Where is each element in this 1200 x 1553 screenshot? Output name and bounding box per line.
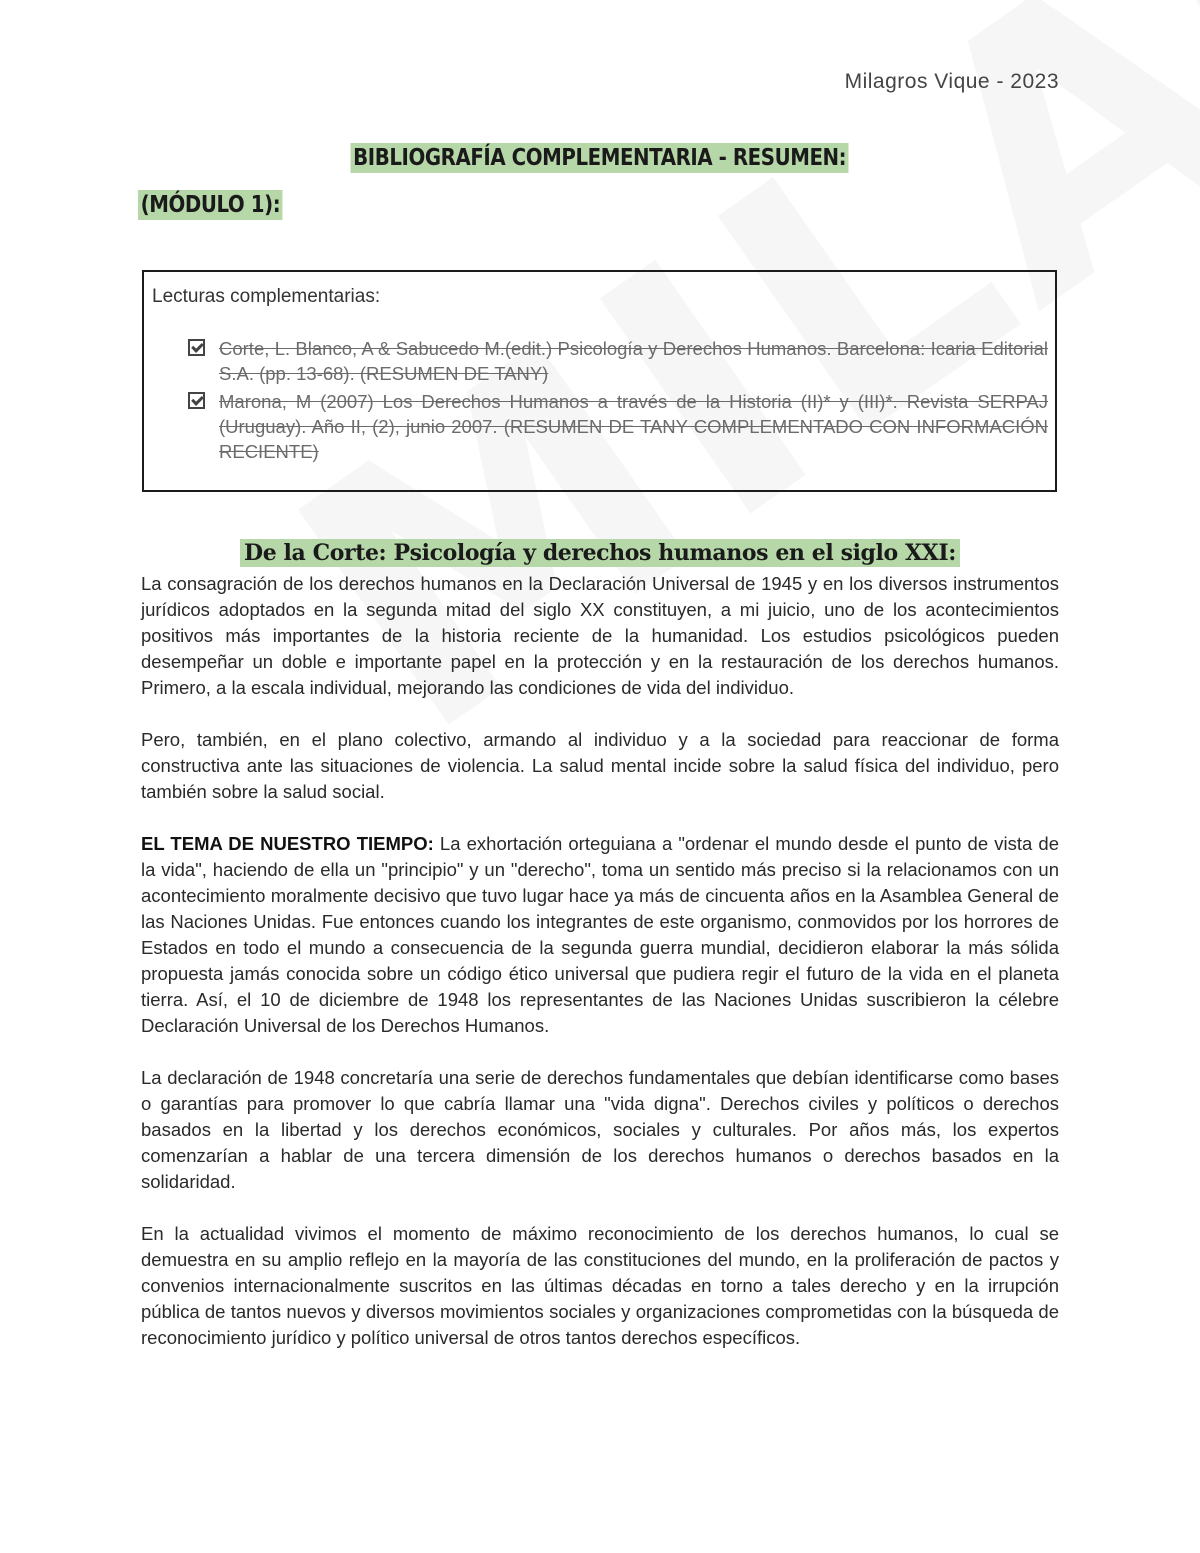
paragraph: La declaración de 1948 concretaría una serie de derechos fundamentales que debían identificarse como bases o garantías para promover lo que cabría llamar una "vida digna". Derechos civiles y políticos o derechos basados en la libertad y los derechos económicos, sociales y culturales. Por años más, los expertos comenzarían a hablar de una tercera dimensión de los derechos humanos o derechos basados en la solidaridad. <box>141 1067 1059 1192</box>
reading-item <box>188 336 1048 386</box>
readings-label: Lecturas complementarias: <box>152 286 381 307</box>
paragraph: La consagración de los derechos humanos en la Declaración Universal de 1945 y en los diversos instrumentos jurídicos adoptados en la segunda mitad del siglo XX constituyen, a mi juicio, uno de los acontecimientos positivos más importantes de la historia reciente de la humanidad. Los estudios psicológicos pueden desempeñar un doble e importante papel en la protección y en la restauración de los derechos humanos. Primero, a la escala individual, mejorando las condiciones de vida del individuo. <box>141 573 1059 698</box>
section-heading: De la Corte: Psicología y derechos humanos en el siglo XXI: <box>240 539 960 567</box>
readings-box <box>142 270 1057 492</box>
paragraph: En la actualidad vivimos el momento de máximo reconocimiento de los derechos humanos, lo cual se demuestra en su amplio reflejo en la mayoría de las constituciones del mundo, en la proliferación de pactos y convenios internacionalmente suscritos en las últimas décadas en torno a tales derecho y en la irrupción pública de tantos nuevos y diversos movimientos sociales y organizaciones comprometidas con la búsqueda de reconocimiento jurídico y político universal de otros tantos derechos específicos. <box>141 1223 1059 1348</box>
document-title: BIBLIOGRAFÍA COMPLEMENTARIA - RESUMEN: <box>351 143 849 173</box>
document-title-container <box>0 143 1200 173</box>
checked-box-icon[interactable] <box>188 339 205 356</box>
paragraph: Pero, también, en el plano colectivo, armando al individuo y a la sociedad para reaccionar de forma constructiva ante las situaciones de violencia. La salud mental incide sobre la salud física del individuo, pero también sobre la salud social. <box>141 729 1059 802</box>
module-title: (MÓDULO 1): <box>138 190 283 220</box>
reading-text: Corte, L. Blanco, A & Sabucedo M.(edit.) Psicología y Derechos Humanos. Barcelona: Icaria Editorial S.A. (pp. 13-68). (RESUMEN DE TANY) <box>219 338 1048 384</box>
reading-item <box>188 389 1048 464</box>
reading-text: Marona, M (2007) Los Derechos Humanos a través de la Historia (II)* y (III)*. Revista SERPAJ (Uruguay). Año II, (2), junio 2007. (RESUMEN DE TANY COMPLEMENTADO CON INFORMACIÓN RECIENTE) <box>219 391 1048 462</box>
paragraph-text: La exhortación orteguiana a "ordenar el mundo desde el punto de vista de la vida", haciendo de ella un "principio" y un "derecho", toma un sentido más preciso si la relacionamos con un acontecimiento moralmente decisivo que tuvo lugar hace ya más de cincuenta años en la Asamblea General de las Naciones Unidas. Fue entonces cuando los integrantes de este organismo, conmovidos por los horrores de Estados en todo el mundo a consecuencia de la segunda guerra mundial, decidieron elaborar la más sólida propuesta jamás conocida sobre un código ético universal que pudiera regir el futuro de la vida en el planeta tierra. Así, el 10 de diciembre de 1948 los representantes de las Naciones Unidas suscribieron la célebre Declaración Universal de los Derechos Humanos. <box>141 833 1059 1036</box>
author-header: Milagros Vique - 2023 <box>844 70 1059 93</box>
paragraph <box>141 831 1059 1039</box>
section-heading-container <box>0 540 1200 566</box>
paragraph-lead: EL TEMA DE NUESTRO TIEMPO: <box>141 833 434 854</box>
checked-box-icon[interactable] <box>188 392 205 409</box>
body-text <box>141 571 1059 1377</box>
